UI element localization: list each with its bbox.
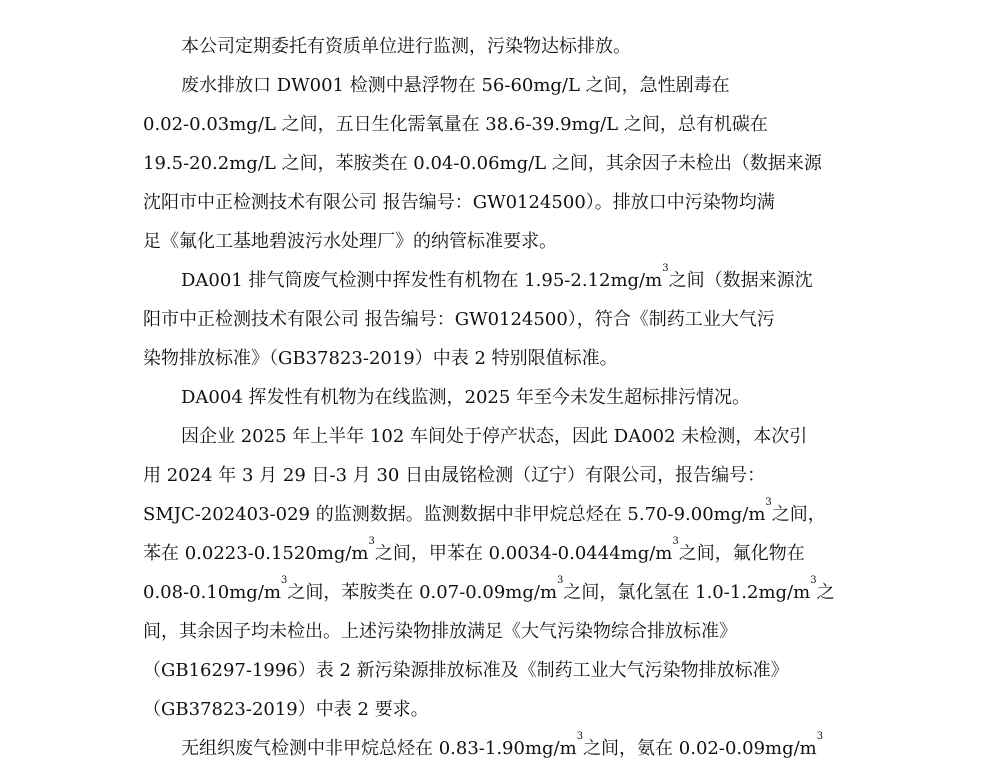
paragraph-line: 无组织废气检测中非甲烷总烃在 $0.83-1.90mg/m^3$之间，氨在 $0.02-0.09mg/m^3$: [181, 731, 824, 759]
paragraph-line: 足《氟化工基地碧波污水处理厂》的纳管标准要求。: [143, 231, 557, 252]
paragraph-line: 19.5-20.2mg/L 之间，苯胺类在 0.04-0.06mg/L 之间，其余因子未检出（数据来源: [143, 153, 822, 174]
superscript: 3: [816, 731, 824, 742]
paragraph-line: 废水排放口 DW001 检测中悬浮物在 56-60mg/L 之间，急性剧毒在: [181, 75, 730, 96]
superscript: 3: [280, 575, 288, 586]
superscript: 3: [662, 263, 669, 274]
paragraph-line: （GB16297-1996）表 2 新污染源排放标准及《制药工业大气污染物排放标准》: [143, 660, 789, 681]
superscript: 3: [576, 731, 584, 742]
paragraph-line: （GB37823-2019）中表 2 要求。: [143, 699, 429, 720]
paragraph-line: 本公司定期委托有资质单位进行监测，污染物达标排放。: [181, 36, 631, 57]
paragraph-line: 染物排放标准》（GB37823-2019）中表 2 特别限值标准。: [143, 348, 618, 369]
paragraph-line: DA004 挥发性有机物为在线监测，2025 年至今未发生超标排污情况。: [181, 387, 751, 408]
paragraph-line: DA001 排气筒废气检测中挥发性有机物在 $1.95-2.12mg/m^3$之间（数据来源沈: [181, 263, 813, 291]
paragraph-line: 沈阳市中正检测技术有限公司 报告编号：GW0124500）。排放口中污染物均满: [143, 192, 775, 213]
paragraph-line: SMJC-202403-029 的监测数据。监测数据中非甲烷总烃在 $5.70-9.00mg/m^3$之间，: [143, 497, 826, 525]
paragraph-line: 0.02-0.03mg/L 之间，五日生化需氧量在 38.6-39.9mg/L 之间，总有机碳在: [143, 114, 768, 135]
paragraph-line: 用 2024 年 3 月 29 日-3 月 30 日由晟铭检测（辽宁）有限公司，报告编号：: [143, 465, 766, 486]
superscript: 3: [765, 497, 772, 508]
superscript: 3: [810, 575, 817, 586]
document-body: [143, 27, 837, 768]
paragraph-line: 因企业 2025 年上半年 102 车间处于停产状态，因此 DA002 未检测，本次引: [181, 426, 808, 447]
paragraph-line: 苯在 $0.0223-0.1520mg/m^3$之间，甲苯在 $0.0034-0.0444mg/m^3$之间，氟化物在: [143, 536, 805, 564]
superscript: 3: [557, 575, 564, 586]
paragraph-line: 间，其余因子均未检出。上述污染物排放满足《大气污染物综合排放标准》: [143, 621, 737, 642]
paragraph-line: 阳市中正检测技术有限公司 报告编号：GW0124500），符合《制药工业大气污: [143, 309, 775, 330]
superscript: 3: [368, 536, 375, 547]
paragraph-line: $0.08-0.10mg/m^3$之间，苯胺类在 $0.07-0.09mg/m^3$之间，氯化氢在 $1.0-1.2mg/m^3$之: [143, 575, 835, 603]
superscript: 3: [672, 536, 679, 547]
